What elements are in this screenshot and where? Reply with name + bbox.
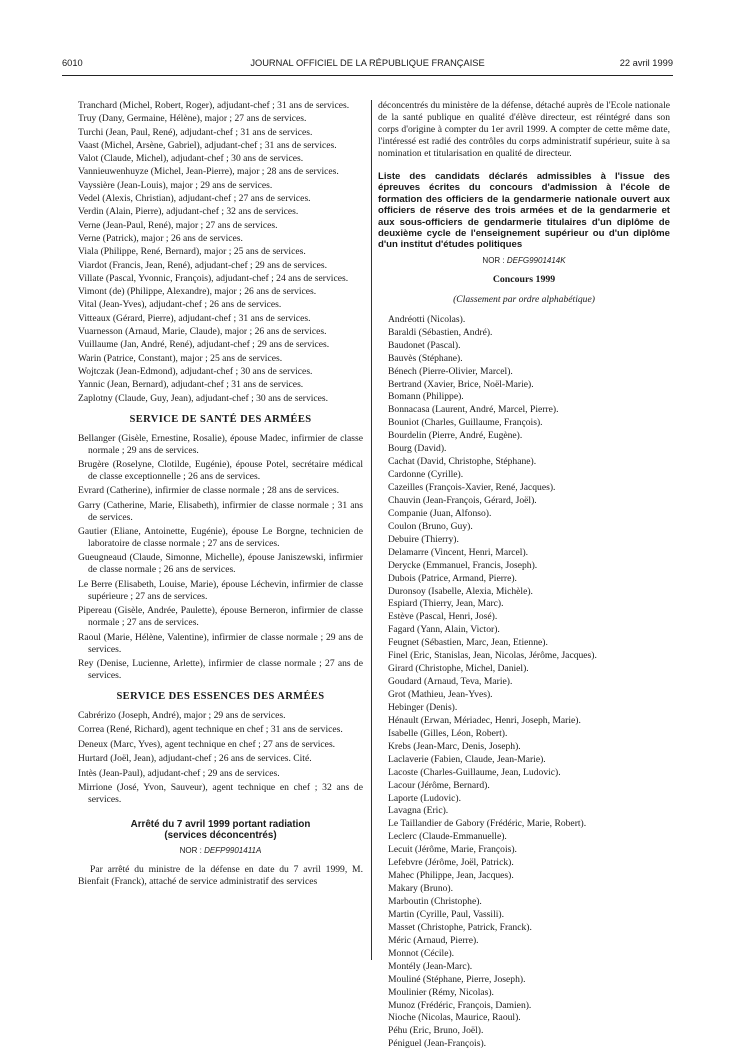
candidate-item: Girard (Christophe, Michel, Daniel). [388, 663, 529, 675]
nor-code: DEFG9901414K [506, 255, 566, 265]
candidate-list [378, 314, 670, 1051]
list-item: Hurtard (Joël, Jean), adjudant-chef ; 26 ans de services. Cité. [78, 753, 312, 765]
candidate-item: Munoz (Frédéric, François, Damien). [388, 999, 532, 1011]
candidate-item: Bourdelin (Pierre, André, Eugène). [388, 430, 523, 442]
candidate-item: Lacour (Jérôme, Bernard). [388, 779, 490, 791]
list-item: Brugère (Roselyne, Clotilde, Eugénie), épouse Potel, secrétaire médical de classe exceptionnelle ; 26 ans de services. [78, 458, 363, 482]
candidate-item: Cachat (David, Christophe, Stéphane). [388, 456, 537, 468]
candidate-item: Andréotti (Nicolas). [388, 313, 466, 325]
candidate-item: Moulinier (Rémy, Nicolas). [388, 986, 494, 998]
sante-list [78, 433, 363, 683]
arrete-title-line2: (services déconcentrés) [164, 830, 277, 841]
list-item: Tranchard (Michel, Robert, Roger), adjudant-chef ; 31 ans de services. [78, 100, 350, 111]
candidate-item: Isabelle (Gilles, Léon, Robert). [388, 727, 508, 739]
candidate-item: Derycke (Emmanuel, Francis, Joseph). [388, 559, 538, 571]
retirement-list [78, 100, 363, 405]
section-heading-essences: SERVICE DES ESSENCES DES ARMÉES [116, 691, 325, 703]
candidate-item: Hénault (Erwan, Mériadec, Henri, Joseph, Marie). [388, 714, 581, 726]
candidate-item: Méric (Arnaud, Pierre). [388, 934, 479, 946]
candidate-item: Martin (Cyrille, Paul, Vassili). [388, 908, 505, 920]
candidate-item: Bouniot (Charles, Guillaume, François). [388, 417, 543, 429]
candidate-item: Laporte (Ludovic). [388, 792, 461, 804]
list-item: Verne (Jean-Paul, René), major ; 27 ans de services. [78, 219, 278, 231]
list-item: Garry (Catherine, Marie, Elisabeth), infirmier de classe normale ; 31 ans de services. [78, 499, 363, 523]
list-item: Wojtczak (Jean-Edmond), adjudant-chef ; 30 ans de services. [78, 365, 313, 377]
arrete-body: Par arrêté du ministre de la défense en date du 7 avril 1999, M. Bienfait (Franck), attaché de service administratif des services [78, 864, 363, 887]
section-heading-sante: SERVICE DE SANTÉ DES ARMÉES [129, 413, 312, 425]
list-item: Raoul (Marie, Hélène, Valentine), infirmier de classe normale ; 29 ans de services. [78, 631, 363, 655]
candidate-item: Makary (Bruno). [388, 883, 454, 895]
candidate-item: Lavagna (Eric). [388, 805, 449, 817]
candidate-item: Leclerc (Claude-Emmanuelle). [388, 831, 507, 843]
candidate-item: Péhu (Eric, Bruno, Joël). [388, 1025, 484, 1037]
candidate-item: Chauvin (Jean-François, Gérard, Joël). [388, 494, 537, 506]
list-item: Deneux (Marc, Yves), agent technique en chef ; 27 ans de services. [78, 738, 336, 750]
candidate-item: Coulon (Bruno, Guy). [388, 520, 473, 532]
list-item: Vimont (de) (Philippe, Alexandre), major ; 26 ans de services. [78, 286, 317, 298]
list-item: Intès (Jean-Paul), adjudant-chef ; 29 ans de services. [78, 767, 280, 779]
list-item: Bellanger (Gisèle, Ernestine, Rosalie), épouse Madec, infirmier de classe normale ; 29 ans de services. [78, 432, 363, 456]
list-item: Vuarnesson (Arnaud, Marie, Claude), major ; 26 ans de services. [78, 326, 327, 338]
publication-date: 22 avril 1999 [619, 58, 673, 68]
list-item: Pipereau (Gisèle, Andrée, Paulette), épouse Berneron, infirmier de classe normale ; 27 ans de services. [78, 605, 363, 629]
list-item: Verne (Patrick), major ; 26 ans de services. [78, 232, 243, 244]
essences-list [78, 710, 363, 806]
list-item: Vitteaux (Gérard, Pierre), adjudant-chef ; 31 ans de services. [78, 312, 311, 324]
candidate-item: Bourg (David). [388, 443, 447, 455]
candidate-item: Mouliné (Stéphane, Pierre, Joseph). [388, 973, 526, 985]
list-item: Vaast (Michel, Arsène, Gabriel), adjudant-chef ; 31 ans de services. [78, 139, 337, 151]
list-item: Le Berre (Elisabeth, Louise, Marie), épouse Léchevin, infirmier de classe supérieure ; 27 ans de services. [78, 578, 363, 602]
list-item: Verdin (Alain, Pierre), adjudant-chef ; 32 ans de services. [78, 206, 299, 218]
list-item: Cabrérizo (Joseph, André), major ; 29 ans de services. [78, 710, 286, 722]
candidate-item: Dubois (Patrice, Armand, Pierre). [388, 572, 517, 584]
candidate-item: Bonnacasa (Laurent, André, Marcel, Pierre). [388, 404, 559, 416]
list-item: Viardot (Francis, Jean, René), adjudant-chef ; 29 ans de services. [78, 259, 328, 271]
candidate-item: Delamarre (Vincent, Henri, Marcel). [388, 546, 529, 558]
list-item: Evrard (Catherine), infirmier de classe normale ; 28 ans de services. [78, 485, 340, 497]
candidate-item: Fagard (Yann, Alain, Victor). [388, 624, 500, 636]
classement-note: (Classement par ordre alphabétique) [453, 293, 595, 305]
column-divider [371, 100, 372, 960]
list-item: Vedel (Alexis, Christian), adjudant-chef ; 27 ans de services. [78, 193, 311, 205]
list-item: Villate (Pascal, Yvonnic, François), adjudant-chef ; 24 ans de services. [78, 272, 349, 284]
candidate-item: Krebs (Jean-Marc, Denis, Joseph). [388, 740, 521, 752]
candidate-item: Grot (Mathieu, Jean-Yves). [388, 689, 493, 701]
candidate-item: Goudard (Arnaud, Teva, Marie). [388, 676, 513, 688]
header-rule [62, 75, 673, 76]
candidate-item: Finel (Eric, Stanislas, Jean, Nicolas, Jérôme, Jacques). [388, 650, 597, 662]
candidate-item: Cardonne (Cyrille). [388, 469, 464, 481]
page-header [62, 58, 673, 72]
candidate-item: Companie (Juan, Alfonso). [388, 507, 492, 519]
arrete-nor [78, 845, 363, 857]
candidate-item: Marboutin (Christophe). [388, 896, 482, 908]
candidate-item: Lecuit (Jérôme, Marie, François). [388, 844, 517, 856]
candidate-item: Bertrand (Xavier, Brice, Noël-Marie). [388, 378, 534, 390]
list-item: Turchi (Jean, Paul, René), adjudant-chef ; 31 ans de services. [78, 126, 313, 138]
list-item: Vuillaume (Jan, André, René), adjudant-chef ; 29 ans de services. [78, 339, 330, 351]
concours-title: Concours 1999 [492, 273, 556, 285]
nor-code: DEFP9901411A [204, 846, 262, 855]
list-item: Truy (Dany, Germaine, Hélène), major ; 27 ans de services. [78, 113, 307, 125]
list-item: Vayssière (Jean-Louis), major ; 29 ans de services. [78, 179, 273, 191]
candidate-item: Duronsoy (Isabelle, Alexia, Michèle). [388, 585, 533, 597]
list-item: Vannieuwenhuyze (Michel, Jean-Pierre), major ; 28 ans de services. [78, 166, 339, 178]
candidate-item: Péniguel (Jean-François). [388, 1038, 487, 1050]
page-number: 6010 [62, 58, 83, 68]
candidate-item: Monnot (Cécile). [388, 947, 455, 959]
candidate-item: Bénech (Pierre-Olivier, Marcel). [388, 365, 513, 377]
list-item: Rey (Denise, Lucienne, Arlette), infirmier de classe normale ; 27 ans de services. [78, 658, 363, 682]
right-column [378, 100, 670, 1051]
list-item: Gautier (Eliane, Antoinette, Eugénie), épouse Le Borgne, technicien de laboratoire de classe normale ; 27 ans de services. [78, 526, 363, 550]
candidate-item: Masset (Christophe, Patrick, Franck). [388, 921, 532, 933]
candidate-item: Espiard (Thierry, Jean, Marc). [388, 598, 504, 610]
left-column [78, 100, 363, 888]
candidate-item: Bomann (Philippe). [388, 391, 464, 403]
arrete-title [78, 819, 363, 841]
list-item: Vital (Jean-Yves), adjudant-chef ; 26 ans de services. [78, 299, 282, 311]
candidate-item: Cazeilles (François-Xavier, René, Jacques). [388, 482, 556, 494]
candidate-item: Hebinger (Denis). [388, 701, 458, 713]
nor-label: NOR : [179, 846, 205, 855]
list-nor [378, 255, 670, 267]
candidate-item: Feugnet (Sébastien, Marc, Jean, Etienne). [388, 637, 548, 649]
arrete-continuation: déconcentrés du ministère de la défense, détaché auprès de l'Ecole nationale de la santé publique en qualité d'élève directeur, est réintégré dans son corps d'origine à compter du 1er avril 1999. A compter de cette même date, l'intéressé est radié des contrôles du corps administratif supérieur, suite à sa nomination et titularisation en qualité de directeur. [378, 100, 670, 159]
candidate-item: Debuire (Thierry). [388, 533, 459, 545]
list-item: Correa (René, Richard), agent technique en chef ; 31 ans de services. [78, 724, 343, 736]
candidate-item: Baudonet (Pascal). [388, 339, 461, 351]
candidate-item: Lefebvre (Jérôme, Joël, Patrick). [388, 857, 514, 869]
list-item: Warin (Patrice, Constant), major ; 25 ans de services. [78, 352, 283, 364]
nor-label: NOR : [482, 255, 507, 265]
list-item: Gueugneaud (Claude, Simonne, Michelle), épouse Janiszewski, infirmier de classe normale ; 26 ans de services. [78, 552, 363, 576]
candidate-item: Bauvès (Stéphane). [388, 352, 463, 364]
arrete-title-line1: Arrêté du 7 avril 1999 portant radiation [130, 819, 311, 830]
journal-title: JOURNAL OFFICIEL DE LA RÉPUBLIQUE FRANÇAISE [250, 58, 485, 68]
candidate-item: Le Taillandier de Gabory (Frédéric, Marie, Robert). [388, 818, 587, 830]
candidate-item: Mahec (Philippe, Jean, Jacques). [388, 870, 514, 882]
candidate-item: Estève (Pascal, Henri, José). [388, 611, 498, 623]
list-item: Mirrione (José, Yvon, Sauveur), agent technique en chef ; 32 ans de services. [78, 782, 363, 805]
list-title: Liste des candidats déclarés admissibles à l'issue des épreuves écrites du concours d'admission à l'école de formation des officiers de la gendarmerie nationale ouvert aux officiers de réserve des trois armées et de la gendarmerie et aux sous-officiers de gendarmerie titulaires d'un diplôme de deuxième cycle de l'enseignement supérieur ou d'un diplôme d'un institut d'études politiques [378, 171, 670, 251]
list-item: Zaplotny (Claude, Guy, Jean), adjudant-chef ; 30 ans de services. [78, 392, 329, 404]
candidate-item: Baraldi (Sébastien, André). [388, 326, 493, 338]
candidate-item: Nioche (Nicolas, Maurice, Raoul). [388, 1012, 521, 1024]
list-item: Valot (Claude, Michel), adjudant-chef ; 30 ans de services. [78, 153, 304, 165]
candidate-item: Laclaverie (Fabien, Claude, Jean-Marie). [388, 753, 546, 765]
list-item: Viala (Philippe, René, Bernard), major ; 25 ans de services. [78, 246, 306, 258]
candidate-item: Montély (Jean-Marc). [388, 960, 473, 972]
list-item: Yannic (Jean, Bernard), adjudant-chef ; 31 ans de services. [78, 379, 304, 391]
candidate-item: Lacoste (Charles-Guillaume, Jean, Ludovic). [388, 766, 561, 778]
